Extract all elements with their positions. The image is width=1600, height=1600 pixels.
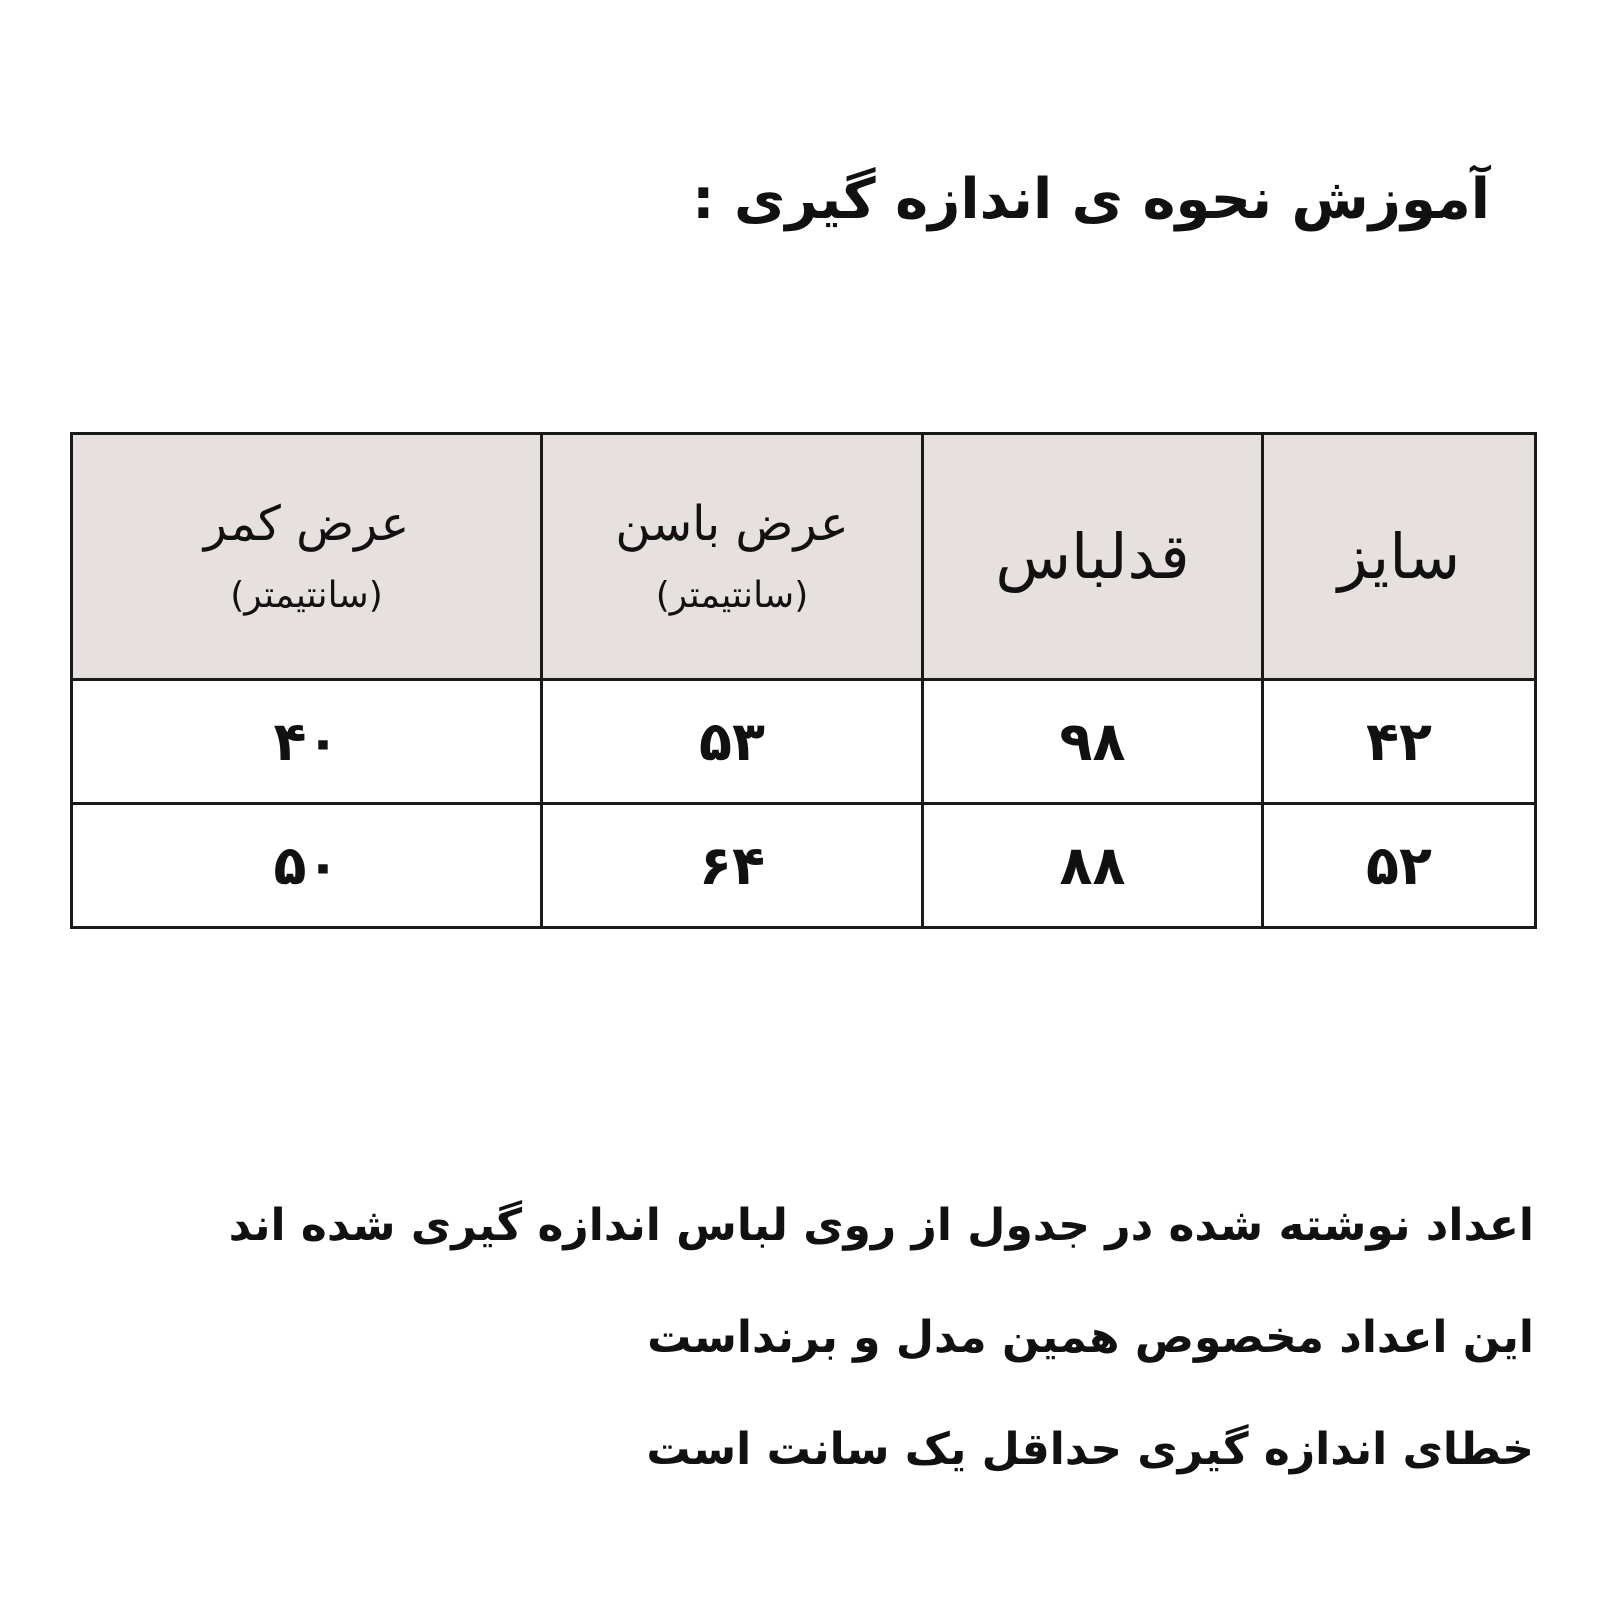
table-row [72,680,1536,804]
header-waist-width [72,434,542,680]
header-size-label: سایز [1337,519,1461,593]
table-cell-waist-width: ۵۰ [72,804,542,928]
table-cell-hip-width: ۶۴ [542,804,923,928]
table-cell-size: ۵۲ [1263,804,1536,928]
table-cell-length: ۸۸ [923,804,1263,928]
header-waist-width-unit: (سانتیمتر) [230,574,383,616]
header-length-label: قدلباس [995,519,1190,593]
header-hip-width-label: عرض باسن [615,495,849,552]
header-hip-width-unit: (سانتیمتر) [655,574,809,616]
note-line: خطای اندازه گیری حداقل یک سانت است [646,1424,1534,1475]
header-hip-width [542,434,923,680]
table-header-row [72,434,1536,680]
size-table [70,432,1537,929]
note-line: این اعداد مخصوص همین مدل و برنداست [647,1312,1534,1363]
table-row [72,804,1536,928]
header-size [1263,434,1536,680]
table-cell-length: ۹۸ [923,680,1263,804]
page-title: آموزش نحوه ی اندازه گیری : [692,167,1490,232]
table-cell-hip-width: ۵۳ [542,680,923,804]
table-cell-size: ۴۲ [1263,680,1536,804]
notes [114,1198,1534,1534]
header-waist-width-label: عرض کمر [203,495,410,552]
note-line: اعداد نوشته شده در جدول از روی لباس اندازه گیری شده اند [228,1200,1534,1251]
header-length [923,434,1263,680]
table-cell-waist-width: ۴۰ [72,680,542,804]
